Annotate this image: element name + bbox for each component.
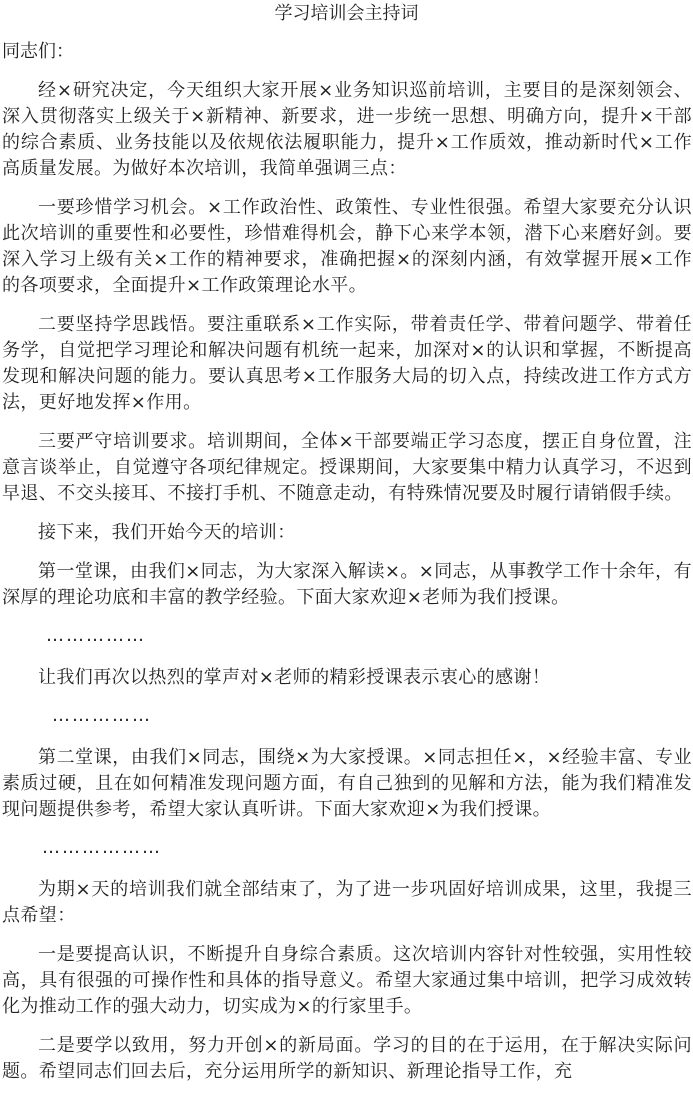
paragraph-hope-one: 一是要提高认识，不断提升自身综合素质。这次培训内容针对性较强，实用性较高，具有很强的可操作性和具体的指导意义。希望大家通过集中培训，把学习成效转化为推动工作的强大动力，切实成为×的行家里手。 — [2, 944, 692, 1017]
paragraph-thanks: 让我们再次以热烈的掌声对×老师的精彩授课表示衷心的感谢！ — [38, 667, 551, 688]
ellipsis-divider: …………… — [46, 625, 146, 646]
paragraph-point-one: 一要珍惜学习机会。×工作政治性、政策性、专业性很强。希望大家要充分认识此次培训的重要性和必要性，珍惜难得机会，静下心来学本领，潜下心来磨好剑。要深入学习上级有关×工作的精神要求，准确把握×的深刻内涵，有效掌握开展×工作的各项要求，全面提升×工作政策理论水平。 — [2, 197, 692, 296]
document-body — [2, 78, 692, 1097]
salutation: 同志们： — [2, 41, 74, 62]
paragraph-transition: 接下来，我们开始今天的培训： — [38, 522, 296, 543]
paragraph-point-three: 三要严守培训要求。培训期间，全体×干部要端正学习态度，摆正自身位置，注意言谈举止，自觉遵守各项纪律规定。授课期间，大家要集中精力认真学习，不迟到早退、不交头接耳、不接打手机、不随意走动，有特殊情况要及时履行请销假手续。 — [2, 431, 692, 504]
paragraph-hope-two: 二是要学以致用，努力开创×的新局面。学习的目的在于运用，在于解决实际问题。希望同志们回去后，充分运用所学的新知识、新理论指导工作，充 — [2, 1035, 692, 1082]
paragraph-second-lesson: 第二堂课，由我们×同志，围绕×为大家授课。×同志担任×，×经验丰富、专业素质过硬，且在如何精准发现问题方面，有自己独到的见解和方法，能为我们精准发现问题提供参考，希望大家认真听讲。下面大家欢迎×为我们授课。 — [2, 747, 692, 820]
ellipsis-divider: …………… — [52, 705, 152, 726]
paragraph-closing: 为期×天的培训我们就全部结束了，为了进一步巩固好培训成果，这里，我提三点希望： — [2, 879, 692, 926]
document-title: 学习培训会主持词 — [274, 3, 419, 24]
paragraph-first-lesson: 第一堂课，由我们×同志，为大家深入解读×。×同志，从事教学工作十余年，有深厚的理论功底和丰富的教学经验。下面大家欢迎×老师为我们授课。 — [2, 561, 692, 608]
paragraph-point-two: 二要坚持学思践悟。要注重联系×工作实际，带着责任学、带着问题学、带着任务学，自觉把学习理论和解决问题有机统一起来，加深对×的认识和掌握，不断提高发现和解决问题的能力。要认真思考×工作服务大局的切入点，持续改进工作方式方法，更好地发挥×作用。 — [2, 314, 692, 413]
ellipsis-divider: ……………… — [42, 837, 162, 858]
paragraph-intro: 经×研究决定，今天组织大家开展×业务知识巡前培训，主要目的是深刻领会、深入贯彻落实上级关于×新精神、新要求，进一步统一思想、明确方向，提升×干部的综合素质、业务技能以及依规依法履职能力，提升×工作质效，推动新时代×工作高质量发展。为做好本次培训，我简单强调三点： — [2, 80, 692, 179]
